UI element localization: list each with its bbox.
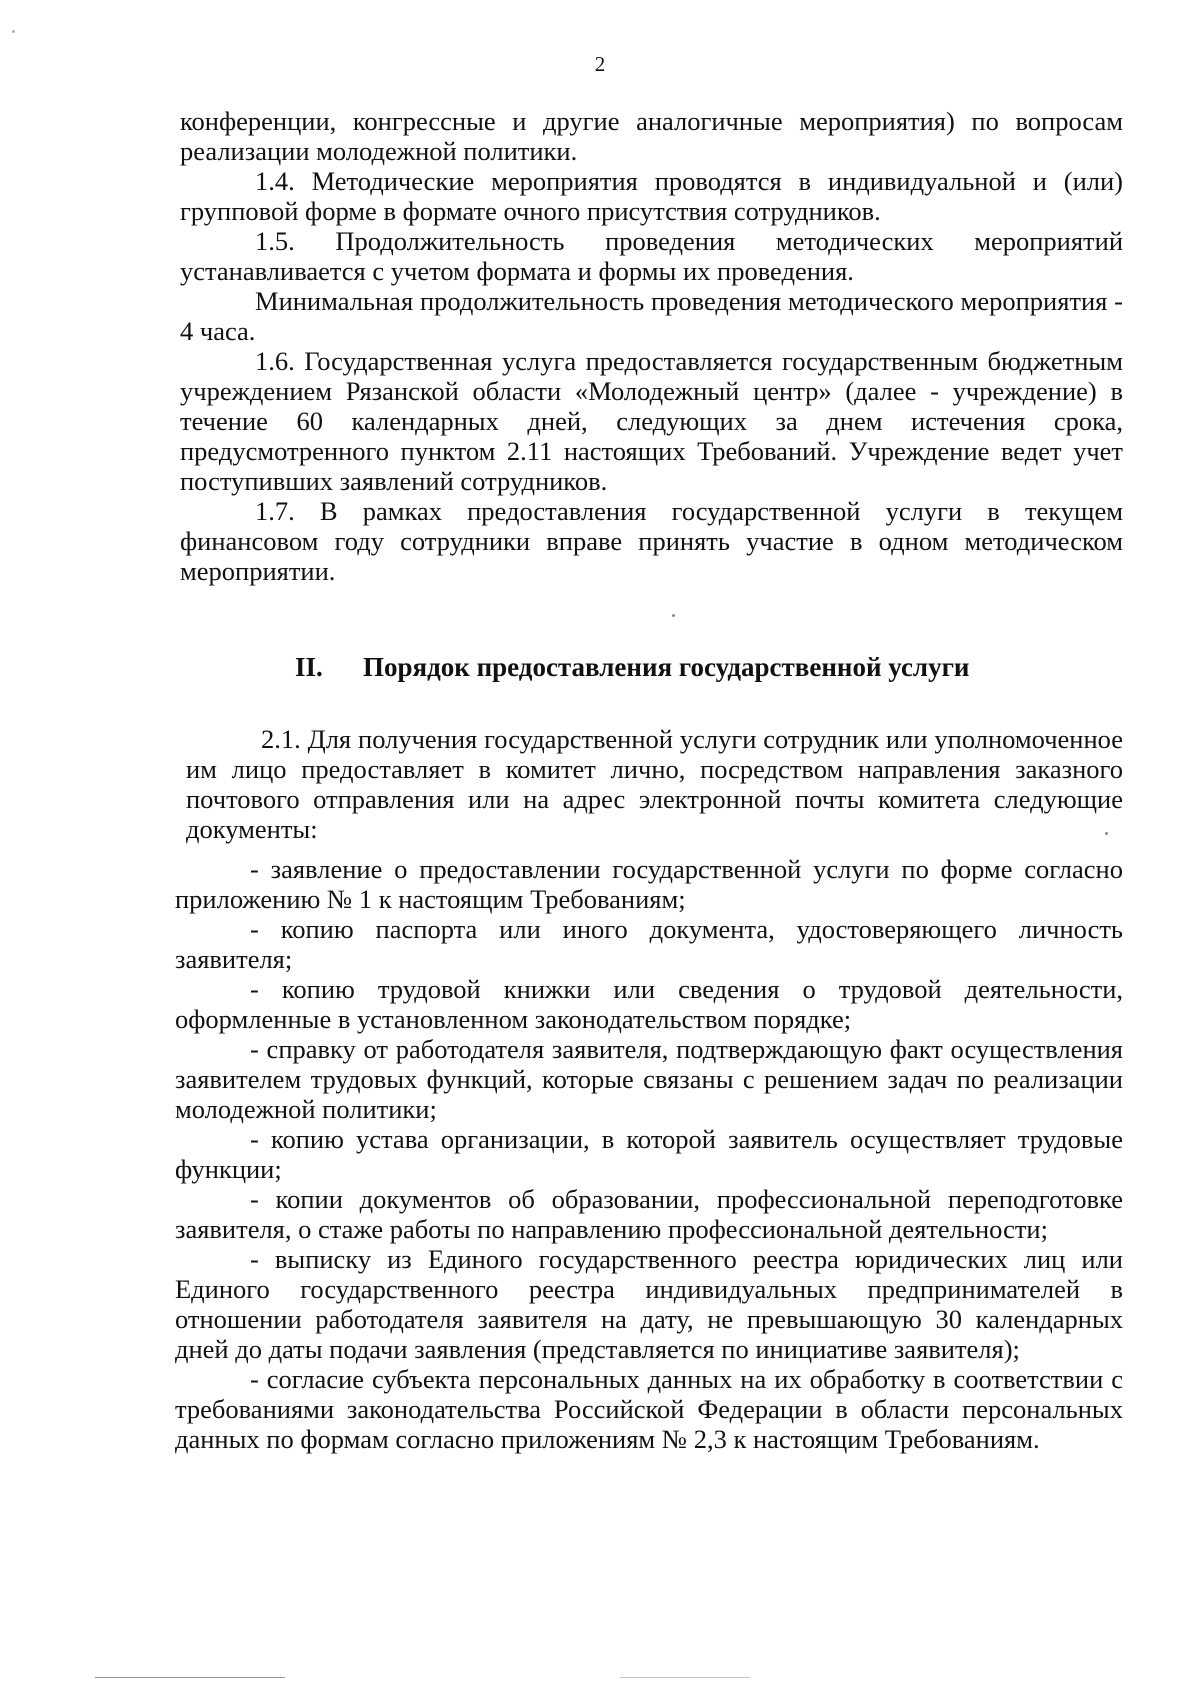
paragraph-2-1-block: [186, 724, 1123, 844]
list-item: - копии документов об образовании, профессиональной переподготовке заявителя, о стаже работы по направлению профессиональной деятельности;: [175, 1184, 1123, 1244]
paragraph-min-duration: Минимальная продолжительность проведения методического мероприятия - 4 часа.: [180, 286, 1123, 346]
scan-artifact: [1105, 832, 1108, 835]
section-number: II.: [295, 652, 323, 682]
section-title: Порядок предоставления государственной услуги: [363, 652, 970, 682]
page-number: 2: [594, 52, 606, 76]
paragraph-continuation: конференции, конгрессные и другие аналогичные мероприятия) по вопросам реализации молодежной политики.: [180, 106, 1123, 166]
documents-list: [175, 854, 1123, 1454]
list-item: - выписку из Единого государственного реестра юридических лиц или Единого государственного реестра индивидуальных предпринимателей в отношении работодателя заявителя на дату, не превышающую 30 календарных дней до даты подачи заявления (представляется по инициативе заявителя);: [175, 1244, 1123, 1364]
list-item: - копию паспорта или иного документа, удостоверяющего личность заявителя;: [175, 914, 1123, 974]
paragraph-2-1: 2.1. Для получения государственной услуги сотрудник или уполномоченное им лицо предоставляет в комитет лично, посредством направления заказного почтового отправления или на адрес электронной почты комитета следующие документы:: [186, 724, 1123, 844]
paragraph-1-6: 1.6. Государственная услуга предоставляется государственным бюджетным учреждением Рязанской области «Молодежный центр» (далее - учреждение) в течение 60 календарных дней, следующих за днем истечения срока, предусмотренного пунктом 2.11 настоящих Требований. Учреждение ведет учет поступивших заявлений сотрудников.: [180, 346, 1123, 496]
list-item: - копию трудовой книжки или сведения о трудовой деятельности, оформленные в установленном законодательством порядке;: [175, 974, 1123, 1034]
paragraph-1-4: 1.4. Методические мероприятия проводятся в индивидуальной и (или) групповой форме в формате очного присутствия сотрудников.: [180, 166, 1123, 226]
scan-artifact: [95, 1677, 285, 1678]
paragraph-1-7: 1.7. В рамках предоставления государственной услуги в текущем финансовом году сотрудники вправе принять участие в одном методическом мероприятии.: [180, 496, 1123, 586]
intro-text-block: [180, 106, 1123, 586]
list-item: - справку от работодателя заявителя, подтверждающую факт осуществления заявителем трудовых функций, которые связаны с решением задач по реализации молодежной политики;: [175, 1034, 1123, 1124]
list-item: - заявление о предоставлении государственной услуги по форме согласно приложению № 1 к настоящим Требованиям;: [175, 854, 1123, 914]
scan-artifact: [620, 1677, 750, 1678]
scan-artifact: [12, 30, 15, 33]
list-item: - копию устава организации, в которой заявитель осуществляет трудовые функции;: [175, 1124, 1123, 1184]
list-item: - согласие субъекта персональных данных на их обработку в соответствии с требованиями законодательства Российской Федерации в области персональных данных по формам согласно приложениям № 2,3 к настоящим Требованиям.: [175, 1364, 1123, 1454]
scan-artifact: [672, 614, 675, 617]
paragraph-1-5: 1.5. Продолжительность проведения методических мероприятий устанавливается с учетом формата и формы их проведения.: [180, 226, 1123, 286]
